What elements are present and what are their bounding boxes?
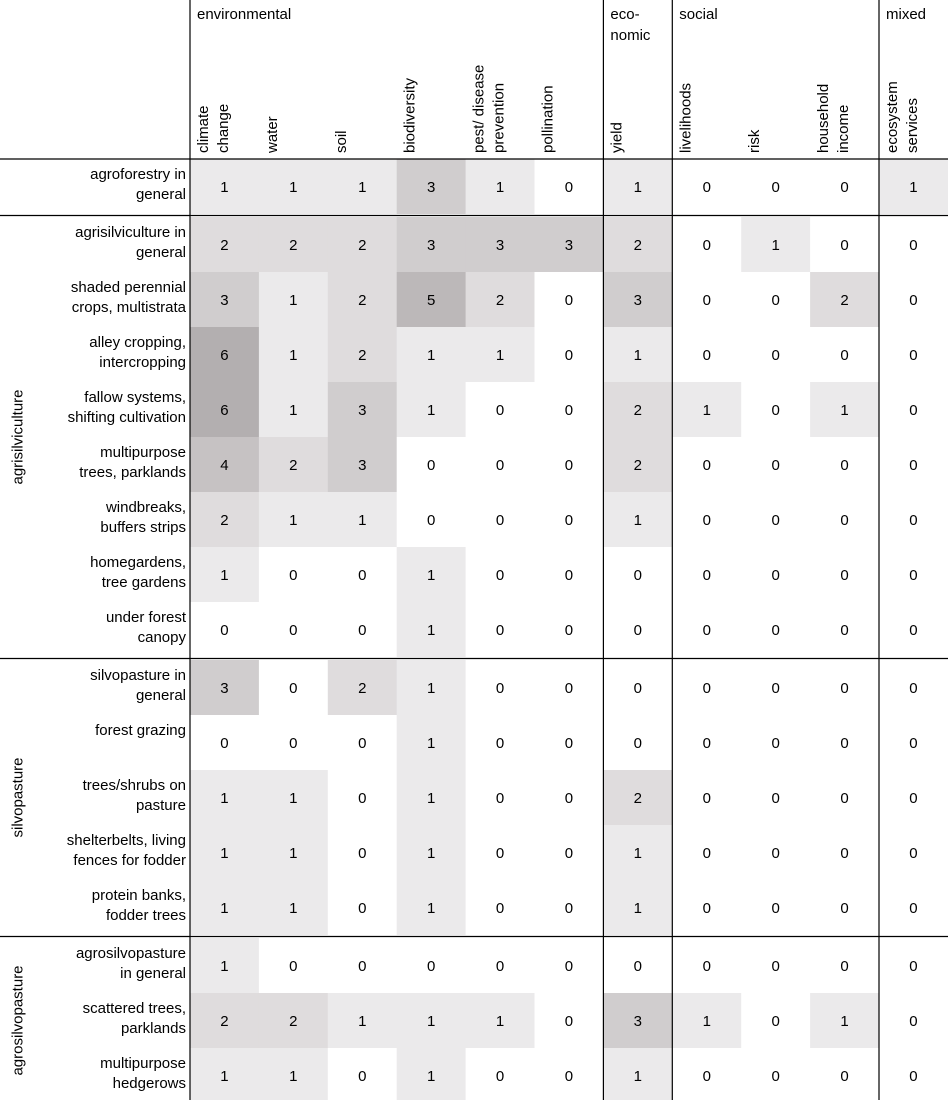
column-label: pollination <box>539 85 557 153</box>
column-label: livelihoods <box>677 82 695 153</box>
column-label: risk <box>746 129 764 153</box>
cell-value: 3 <box>495 237 505 254</box>
cell-value: 0 <box>564 292 574 309</box>
cell-value: 2 <box>289 1013 298 1030</box>
row-label: shaded perennial <box>70 279 186 296</box>
cell-value: 1 <box>358 512 367 529</box>
row-label: in general <box>120 965 186 982</box>
cell-value: 1 <box>633 179 643 196</box>
row-group-label: agrosilvopasture <box>9 965 27 1076</box>
cell-value: 1 <box>495 1013 505 1030</box>
cell-value: 0 <box>358 900 367 917</box>
cell-value: 0 <box>289 680 298 697</box>
column-label: services <box>903 97 921 153</box>
cell-value: 1 <box>289 402 298 419</box>
row-label: intercropping <box>99 354 186 371</box>
cell-value: 0 <box>358 567 367 584</box>
cell-value: 1 <box>633 845 643 862</box>
cell-value: 0 <box>702 179 711 196</box>
cell-value: 1 <box>358 179 367 196</box>
cell-value: 2 <box>220 512 229 529</box>
cell-value: 0 <box>495 845 505 862</box>
cell-value: 0 <box>840 457 849 474</box>
column-group-label: environmental <box>197 6 292 23</box>
cell-value: 3 <box>358 402 367 419</box>
cell-value: 2 <box>633 790 643 807</box>
cell-value: 0 <box>564 1013 574 1030</box>
row-label: forest grazing <box>95 722 186 739</box>
cell-value: 0 <box>771 567 780 584</box>
cell-value: 0 <box>840 680 849 697</box>
cell-value: 0 <box>771 1068 780 1085</box>
cell-value: 1 <box>702 402 711 419</box>
cell-value: 0 <box>909 567 918 584</box>
cell-value: 0 <box>840 347 849 364</box>
cell-value: 0 <box>358 958 367 975</box>
cell-value: 2 <box>220 1013 229 1030</box>
cell-value: 2 <box>358 347 367 364</box>
column-group-label: nomic <box>610 27 651 44</box>
column-label: household <box>815 83 833 153</box>
cell-value: 0 <box>564 457 574 474</box>
row-label: crops, multistrata <box>71 299 186 316</box>
cell-value: 1 <box>289 790 298 807</box>
cell-value: 3 <box>220 292 229 309</box>
cell-value: 2 <box>220 237 229 254</box>
cell-value: 2 <box>633 402 643 419</box>
cell-value: 1 <box>220 845 229 862</box>
cell-value: 0 <box>702 900 711 917</box>
cell-value: 0 <box>909 292 918 309</box>
cell-value: 2 <box>495 292 505 309</box>
cell-value: 0 <box>564 402 574 419</box>
cell-value: 0 <box>495 457 505 474</box>
column-group-label: social <box>679 6 718 23</box>
cell-value: 0 <box>840 567 849 584</box>
cell-value: 1 <box>289 1068 298 1085</box>
cell-value: 0 <box>564 567 574 584</box>
cell-value: 0 <box>289 567 298 584</box>
cell-value: 0 <box>564 900 574 917</box>
cell-value: 0 <box>909 680 918 697</box>
column-label: water <box>263 116 281 153</box>
cell-value: 0 <box>702 845 711 862</box>
cell-value: 1 <box>220 179 229 196</box>
cell-value: 0 <box>840 790 849 807</box>
column-group-label: mixed <box>886 6 927 23</box>
cell-value: 0 <box>358 622 367 639</box>
cell-value: 0 <box>909 347 918 364</box>
cell-value: 0 <box>358 735 367 752</box>
cell-value: 0 <box>495 958 505 975</box>
cell-value: 4 <box>220 457 229 474</box>
cell-value: 0 <box>564 179 574 196</box>
cell-value: 0 <box>633 958 643 975</box>
cell-value: 0 <box>426 512 436 529</box>
cell-value: 6 <box>220 347 229 364</box>
cell-value: 0 <box>495 1068 505 1085</box>
cell-value: 0 <box>909 457 918 474</box>
row-label: general <box>135 687 186 704</box>
row-label: under forest <box>105 609 186 626</box>
cell-value: 0 <box>771 1013 780 1030</box>
cell-value: 0 <box>840 179 849 196</box>
cell-value: 0 <box>840 900 849 917</box>
row-label: fodder trees <box>105 907 186 924</box>
row-label: buffers strips <box>100 519 186 536</box>
row-label: agroforestry in <box>90 166 186 183</box>
cell-value: 0 <box>909 512 918 529</box>
cell-value: 1 <box>289 845 298 862</box>
cell-value: 2 <box>840 292 849 309</box>
cell-value: 0 <box>909 402 918 419</box>
cell-value: 0 <box>771 900 780 917</box>
row-label: agrisilviculture in <box>75 224 186 241</box>
cell-value: 0 <box>633 622 643 639</box>
cell-value: 0 <box>495 790 505 807</box>
row-label: fallow systems, <box>84 389 186 406</box>
row-label: tree gardens <box>101 574 186 591</box>
cell-value: 0 <box>564 845 574 862</box>
cell-value: 0 <box>633 567 643 584</box>
cell-value: 3 <box>564 237 574 254</box>
cell-value: 0 <box>495 512 505 529</box>
cell-value: 0 <box>495 680 505 697</box>
cell-value: 0 <box>358 845 367 862</box>
cell-value: 0 <box>702 457 711 474</box>
cell-value: 0 <box>771 735 780 752</box>
row-label: shelterbelts, living <box>66 832 186 849</box>
cell-value: 0 <box>495 622 505 639</box>
row-label: trees/shrubs on <box>82 777 186 794</box>
cell-value: 1 <box>289 512 298 529</box>
cell-value: 1 <box>220 900 229 917</box>
cell-value: 1 <box>495 179 505 196</box>
cell-value: 2 <box>358 292 367 309</box>
cell-value: 0 <box>702 237 711 254</box>
cell-value: 2 <box>633 457 643 474</box>
row-label: pasture <box>135 797 186 814</box>
cell-value: 3 <box>633 1013 643 1030</box>
cell-value: 0 <box>840 622 849 639</box>
cell-value: 2 <box>289 457 298 474</box>
cell-value: 0 <box>702 292 711 309</box>
column-label: yield <box>608 122 626 153</box>
row-label: general <box>135 186 186 203</box>
cell-value: 2 <box>633 237 643 254</box>
cell-value: 1 <box>426 1013 436 1030</box>
column-label: prevention <box>490 82 508 153</box>
row-label: windbreaks, <box>105 499 186 516</box>
cell-value: 1 <box>495 347 505 364</box>
cell-value: 0 <box>840 958 849 975</box>
cell-value: 1 <box>426 347 436 364</box>
cell-value: 0 <box>564 680 574 697</box>
row-label: shifting cultivation <box>67 409 186 426</box>
cell-value: 1 <box>289 347 298 364</box>
cell-value: 1 <box>426 900 436 917</box>
cell-value: 0 <box>771 680 780 697</box>
cell-value: 0 <box>564 347 574 364</box>
cell-value: 0 <box>220 622 229 639</box>
row-label: silvopasture in <box>90 667 186 684</box>
cell-value: 1 <box>771 237 780 254</box>
column-label: income <box>835 104 853 153</box>
cell-value: 1 <box>220 1068 229 1085</box>
cell-value: 0 <box>564 790 574 807</box>
cell-value: 1 <box>426 790 436 807</box>
cell-value: 0 <box>909 237 918 254</box>
column-label: ecosystem <box>883 81 901 153</box>
row-label: multipurpose <box>100 444 186 461</box>
cell-value: 1 <box>220 958 229 975</box>
cell-value: 0 <box>909 1068 918 1085</box>
cell-value: 0 <box>495 900 505 917</box>
cell-value: 1 <box>426 735 436 752</box>
cell-value: 1 <box>220 567 229 584</box>
cell-value: 0 <box>909 735 918 752</box>
cell-value: 0 <box>564 958 574 975</box>
cell-value: 1 <box>909 179 918 196</box>
cell-value: 0 <box>909 622 918 639</box>
cell-value: 1 <box>426 402 436 419</box>
cell-value: 0 <box>289 622 298 639</box>
cell-value: 1 <box>426 622 436 639</box>
cell-value: 1 <box>840 1013 849 1030</box>
cell-value: 0 <box>564 735 574 752</box>
cell-value: 0 <box>909 845 918 862</box>
cell-value: 0 <box>289 735 298 752</box>
cell-value: 1 <box>220 790 229 807</box>
row-label: fences for fodder <box>73 852 186 869</box>
cell-value: 0 <box>702 347 711 364</box>
row-label: homegardens, <box>90 554 186 571</box>
cell-value: 1 <box>702 1013 711 1030</box>
cell-value: 0 <box>771 790 780 807</box>
cell-value: 0 <box>771 457 780 474</box>
cell-value: 0 <box>771 402 780 419</box>
row-label: multipurpose <box>100 1055 186 1072</box>
cell-value: 0 <box>702 512 711 529</box>
cell-value: 0 <box>564 512 574 529</box>
cell-value: 0 <box>702 567 711 584</box>
cell-value: 1 <box>633 1068 643 1085</box>
cell-value: 0 <box>633 735 643 752</box>
cell-value: 3 <box>426 179 436 196</box>
cell-value: 0 <box>358 1068 367 1085</box>
cell-value: 5 <box>426 292 436 309</box>
cell-value: 0 <box>702 622 711 639</box>
cell-value: 0 <box>771 347 780 364</box>
row-group-label: agrisilviculture <box>9 389 27 485</box>
cell-value: 6 <box>220 402 229 419</box>
cell-value: 1 <box>289 179 298 196</box>
cell-value: 0 <box>633 680 643 697</box>
row-group-label: silvopasture <box>9 757 27 838</box>
row-label: canopy <box>137 629 186 646</box>
cell-value: 0 <box>909 1013 918 1030</box>
cell-value: 0 <box>426 958 436 975</box>
cell-value: 0 <box>840 237 849 254</box>
row-label: scattered trees, <box>82 1000 186 1017</box>
row-label: alley cropping, <box>89 334 186 351</box>
column-group-label: eco- <box>610 6 640 23</box>
row-label: general <box>135 244 186 261</box>
cell-value: 2 <box>358 237 367 254</box>
cell-value: 0 <box>220 735 229 752</box>
cell-value: 0 <box>771 179 780 196</box>
cell-value: 0 <box>840 512 849 529</box>
cell-value: 1 <box>289 900 298 917</box>
column-label: pest/ disease <box>470 64 488 153</box>
row-label: hedgerows <box>112 1075 186 1092</box>
cell-value: 0 <box>564 1068 574 1085</box>
cell-value: 0 <box>495 402 505 419</box>
row-label: trees, parklands <box>79 464 186 481</box>
cell-value: 1 <box>840 402 849 419</box>
cell-value: 1 <box>358 1013 367 1030</box>
cell-value: 0 <box>771 622 780 639</box>
cell-value: 0 <box>702 735 711 752</box>
column-label: climate <box>194 105 212 153</box>
cell-value: 0 <box>702 958 711 975</box>
cell-value: 0 <box>495 567 505 584</box>
cell-value: 1 <box>426 680 436 697</box>
cell-value: 3 <box>426 237 436 254</box>
cell-value: 0 <box>564 622 574 639</box>
cell-value: 1 <box>633 512 643 529</box>
cell-value: 0 <box>840 735 849 752</box>
column-label: soil <box>332 130 350 153</box>
cell-value: 1 <box>426 1068 436 1085</box>
cell-value: 0 <box>771 512 780 529</box>
cell-value: 0 <box>909 790 918 807</box>
cell-value: 3 <box>633 292 643 309</box>
row-label: parklands <box>120 1020 186 1037</box>
cell-value: 0 <box>771 845 780 862</box>
cell-value: 0 <box>289 958 298 975</box>
cell-value: 0 <box>702 680 711 697</box>
row-label: protein banks, <box>91 887 186 904</box>
row-label: agrosilvopasture <box>75 945 186 962</box>
cell-value: 1 <box>426 845 436 862</box>
cell-value: 3 <box>220 680 229 697</box>
cell-value: 0 <box>840 1068 849 1085</box>
cell-value: 0 <box>358 790 367 807</box>
cell-value: 0 <box>909 900 918 917</box>
column-label: change <box>214 103 232 153</box>
cell-value: 0 <box>840 845 849 862</box>
cell-value: 0 <box>771 958 780 975</box>
cell-value: 0 <box>495 735 505 752</box>
column-label: biodiversity <box>401 77 419 153</box>
cell-value: 0 <box>426 457 436 474</box>
cell-value: 0 <box>909 958 918 975</box>
cell-value: 1 <box>289 292 298 309</box>
cell-value: 1 <box>426 567 436 584</box>
cell-value: 0 <box>702 790 711 807</box>
cell-value: 2 <box>289 237 298 254</box>
cell-value: 1 <box>633 900 643 917</box>
cell-value: 3 <box>358 457 367 474</box>
cell-value: 1 <box>633 347 643 364</box>
cell-value: 2 <box>358 680 367 697</box>
cell-value: 0 <box>771 292 780 309</box>
cell-value: 0 <box>702 1068 711 1085</box>
